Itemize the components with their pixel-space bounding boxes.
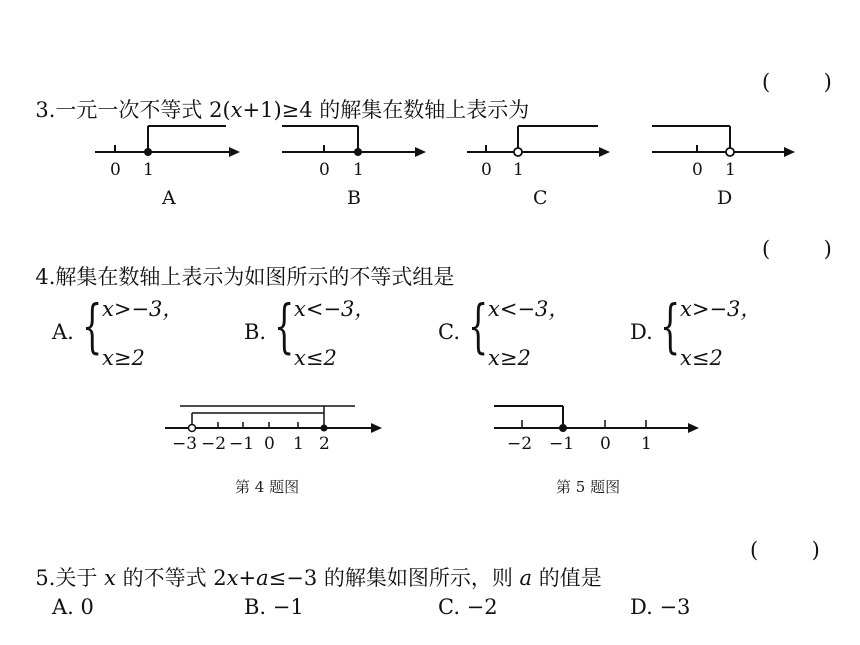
q5-var-x2: x xyxy=(226,566,239,590)
q5-text-d: ≤−3 的解集如图所示，则 xyxy=(268,566,520,590)
q5-answer-b: B. −1 xyxy=(244,595,304,619)
q4-option-d-label: D. xyxy=(630,320,653,344)
q3-number: 3. xyxy=(35,98,56,122)
q5-tick-neg2: −2 xyxy=(507,434,533,454)
q3a-tick-0: 0 xyxy=(110,160,121,180)
q5-text-c: + xyxy=(238,566,257,590)
q5-tick-0: 0 xyxy=(600,434,611,454)
q4-option-d-line2: x≤2 xyxy=(680,346,723,370)
q3-number-line-c xyxy=(467,126,610,180)
q3-option-d: D xyxy=(717,187,733,209)
q3-text-a: 一元一次不等式 2( xyxy=(55,98,231,122)
q4-option-d-line1: x>−3， xyxy=(680,297,762,321)
q4-option-c-line2: x≥2 xyxy=(488,346,531,370)
q4-answer-paren: ( ) xyxy=(762,237,832,261)
q3c-tick-1: 1 xyxy=(513,160,524,180)
q3-text-b: +1)≥4 的解集在数轴上表示为 xyxy=(242,98,530,122)
q4-stem xyxy=(22,237,454,291)
q3c-tick-0: 0 xyxy=(481,160,492,180)
q4-option-b-line1: x<−3， xyxy=(294,297,376,321)
q5-text-b: 的不等式 2 xyxy=(115,566,227,590)
q3-number-line-d xyxy=(652,126,795,180)
q4-option-c-brace: { xyxy=(468,292,489,360)
q4-tick-neg3: −3 xyxy=(172,434,198,454)
q4-option-a-line1: x>−3， xyxy=(102,297,184,321)
q4-tick-neg2: −2 xyxy=(201,434,227,454)
q5-tick-neg1: −1 xyxy=(549,434,575,454)
q4-figure-caption: 第 4 题图 xyxy=(235,478,300,496)
q3-option-c: C xyxy=(533,187,548,209)
q5-text-a: 关于 xyxy=(55,566,105,590)
q3b-tick-0: 0 xyxy=(319,160,330,180)
q4-option-b-line2: x≤2 xyxy=(294,346,337,370)
q4-text: 解集在数轴上表示为如图所示的不等式组是 xyxy=(55,265,455,289)
q3-option-a: A xyxy=(162,187,176,209)
q5-answer-d: D. −3 xyxy=(630,595,691,619)
q4-option-b-brace: { xyxy=(274,292,295,360)
q4-option-d-brace: { xyxy=(660,292,681,360)
q4-tick-neg1: −1 xyxy=(229,434,255,454)
q4-option-a-brace: { xyxy=(82,292,103,360)
q3-answer-paren: ( ) xyxy=(762,70,832,94)
q4-option-a-label: A. xyxy=(52,320,74,344)
q5-figure-caption: 第 5 题图 xyxy=(556,478,621,496)
q5-tick-1: 1 xyxy=(641,434,652,454)
q4-number: 4. xyxy=(35,265,56,289)
q3b-tick-1: 1 xyxy=(353,160,364,180)
q4-option-a-line2: x≥2 xyxy=(102,346,145,370)
q4-figure xyxy=(165,406,382,454)
q4-tick-2: 2 xyxy=(319,434,330,454)
q3-number-line-b xyxy=(282,126,426,180)
q3-number-line-a xyxy=(95,126,240,180)
q3-var: x xyxy=(230,98,243,122)
q5-var-a2: a xyxy=(519,566,533,590)
q3-option-b: B xyxy=(347,187,361,209)
q3d-tick-1: 1 xyxy=(725,160,736,180)
q5-answer-c: C. −2 xyxy=(438,595,498,619)
q3d-tick-0: 0 xyxy=(692,160,703,180)
q5-number: 5. xyxy=(35,566,56,590)
q4-option-c-label: C. xyxy=(438,320,460,344)
q5-answer-a: A. 0 xyxy=(52,595,94,619)
q4-tick-1: 1 xyxy=(293,434,304,454)
q4-option-b-label: B. xyxy=(244,320,267,344)
q3a-tick-1: 1 xyxy=(143,160,154,180)
q4-tick-0: 0 xyxy=(264,434,275,454)
q4-option-c-line1: x<−3， xyxy=(488,297,570,321)
q5-answer-paren: ( ) xyxy=(750,538,820,562)
q5-stem xyxy=(22,538,602,592)
q5-var-a: a xyxy=(256,566,269,590)
q5-var-x: x xyxy=(104,566,116,590)
q5-figure xyxy=(494,406,699,454)
q5-text-e: 的值是 xyxy=(532,566,602,590)
